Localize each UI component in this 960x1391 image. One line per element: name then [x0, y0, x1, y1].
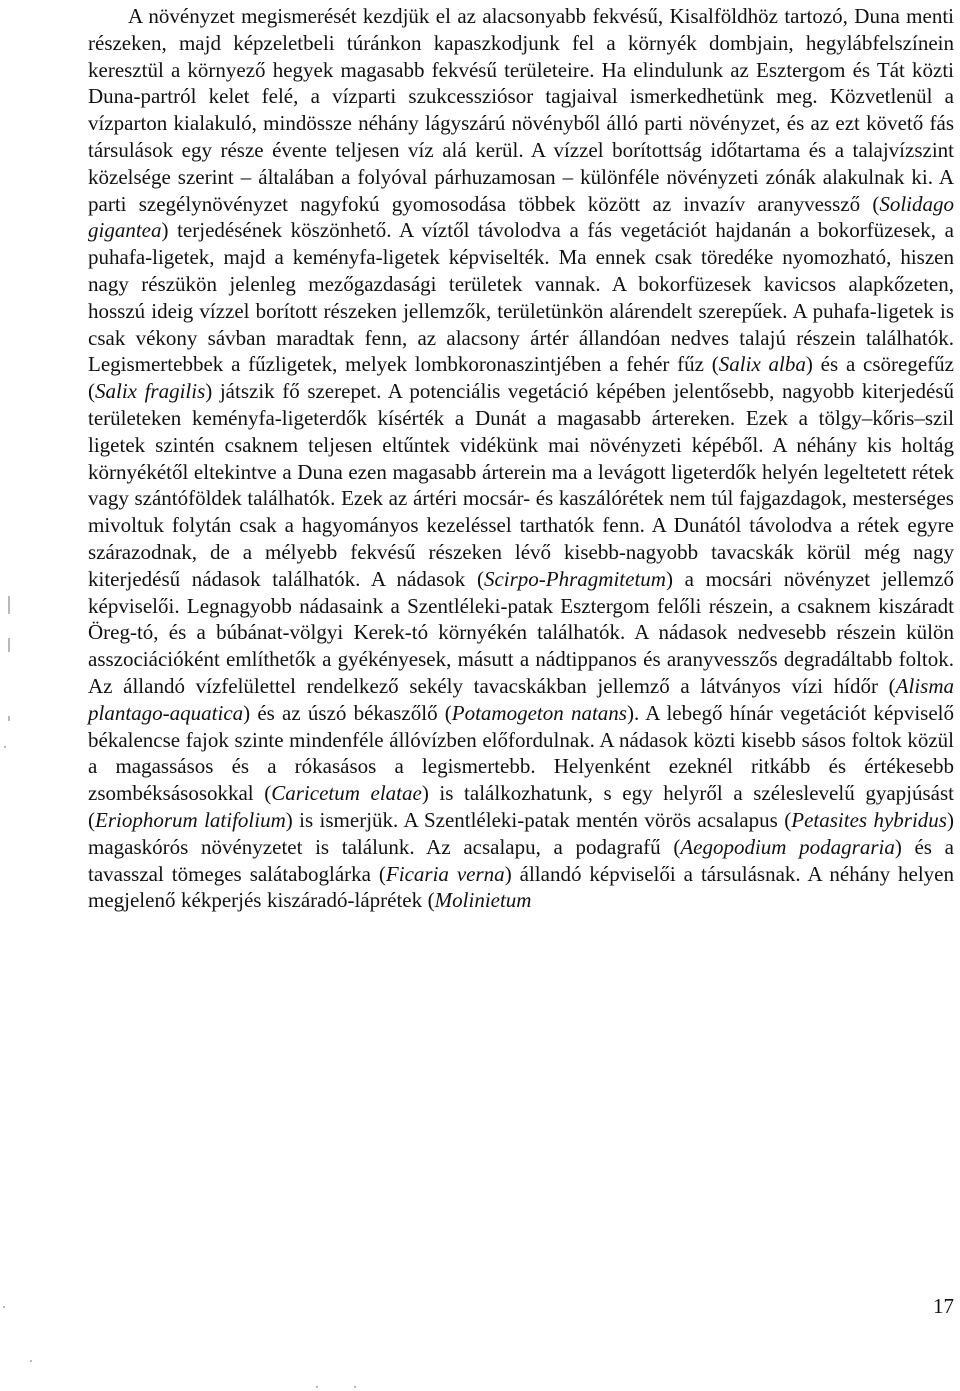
- body-text: ). A lebegő hínár vegetációt képviselő békalencse fajok szinte mindenféle állóvízben előfordulnak. A nádasok közti kisebb sásos foltok közül a magassásos és a rókasásos a legismertebb. Helyenként ezeknél ritkább és értékesebb zsombéksásosokkal (: [88, 700, 954, 806]
- body-text: A növényzet megismerését kezdjük el az alacsonyabb fekvésű, Kisalföldhöz tartozó, Duna menti részeken, majd képzeletbeli túránkon kapaszkodjunk fel a környék dombjain, hegylábfelszínein keresztül a környező hegyek magasabb fekvésű területeire. Ha elindulunk az Esztergom és Tát közti Duna-partról kelet felé, a vízparti szukcessziósor tagjaival ismerkedhetünk meg. Közvetlenül a vízparton kialakuló, mindössze néhány lágyszárú növényből álló parti növényzet, és az ezt követő fás társulások egy része évente teljesen víz alá kerül. A vízzel borítottság időtartama és a talajvízszint közelsége szerint – általában a folyóval párhuzamosan – különféle növényzeti zónák alakulnak ki. A parti szegélynövényzet nagyfokú gyomosodása többek között az invazív aranyvessző (: [88, 4, 954, 216]
- scan-speck: [8, 596, 10, 614]
- body-text: ) játszik fő szerepet. A potenciális vegetáció képében jelentősebb, nagyobb kiterjedésű területeken keményfa-ligeterdők kísérték a Dunát a magasabb ártereken. Ezek a tölgy–kőris–szil ligetek szintén csaknem teljesen eltűntek vidékünk mai növényzeti képéből. A néhány kis holtág környékétől eltekintve a Duna ezen magasabb árterein ma a levágott ligeterdők helyén legeltetett rétek vagy szántóföldek találhatók. Ezek az ártéri mocsár- és kaszálórétek nem túl fajgazdagok, mesterséges mivoltuk folytán csak a hagyományos kezeléssel tarthatók fenn. A Dunától távolodva a rétek egyre szárazodnak, de a mélyebb fekvésű részeken lévő kisebb-nagyobb tavacskák körül még nagy kiterjedésű nádasok találhatók. A nádasok (: [88, 379, 954, 591]
- italic-species-name: Eriophorum latifolium: [95, 807, 286, 832]
- italic-species-name: Molinietum: [434, 888, 532, 913]
- scan-speck: [316, 1386, 318, 1388]
- body-text: ) magaskórós növényzetet is találunk. Az acsalapu, a podagrafű (: [88, 807, 954, 859]
- italic-species-name: Caricetum elatae: [271, 781, 422, 806]
- italic-species-name: Alisma plantago-aquatica: [88, 673, 954, 725]
- body-text: ) és a tavasszal tömeges salátaboglárka (: [88, 834, 954, 886]
- italic-species-name: Petasites hybridus: [791, 807, 947, 832]
- body-text: ) és a csöregefűz (: [88, 352, 954, 404]
- body-text: ) is találkozhatunk, s egy helyről a széleslevelű gyapjúsást (: [88, 781, 954, 832]
- italic-species-name: Ficaria verna: [385, 861, 505, 886]
- body-paragraph: [88, 0, 954, 914]
- scan-speck: [4, 746, 6, 748]
- scan-speck: [8, 638, 10, 652]
- scan-speck: [3, 1306, 5, 1308]
- body-text: ) állandó képviselői a társulásnak. A néhány helyen megjelenő kékperjés kiszáradó-láprétek (: [88, 861, 954, 913]
- body-text: ) is ismerjük. A Szentléleki-patak mentén vörös acsalapus (: [285, 807, 792, 832]
- page-number: 17: [933, 1294, 954, 1318]
- body-text: ) és az úszó békaszőlő (: [243, 700, 452, 725]
- italic-species-name: Salix alba: [718, 352, 806, 377]
- italic-species-name: Scirpo-Phragmitetum: [483, 566, 666, 591]
- italic-species-name: Solidago gigantea: [88, 191, 954, 243]
- italic-species-name: Potamogeton natans: [451, 700, 627, 725]
- italic-species-name: Salix fragilis: [95, 379, 206, 404]
- italic-species-name: Aegopodium podagraria: [680, 834, 895, 859]
- scan-speck: [8, 716, 10, 721]
- scan-speck: [30, 1360, 32, 1362]
- scan-speck: [354, 1386, 356, 1388]
- document-page: [88, 0, 954, 914]
- body-text: ) terjedésének köszönhető. A víztől távolodva a fás vegetációt hajdanán a bokorfüzesek, a puhafa-ligetek, majd a keményfa-ligetek képviselték. Ma ennek csak töredéke nyomozható, hiszen nagy részükön jelenleg mezőgazdasági területek vannak. A bokorfüzesek kavicsos alapkőzeten, hosszú ideig vízzel borított részeken jellemzők, területünkön alárendelt szerepűek. A puhafa-ligetek is csak vékony sávban maradtak fenn, az alacsony ártér állandóan nedves talajú részein találhatók. Legismertebbek a fűzligetek, melyek lombkoronaszintjében a fehér fűz (: [88, 218, 954, 377]
- body-text: ) a mocsári növényzet jellemző képviselői. Legnagyobb nádasaink a Szentléleki-patak Esztergom felőli részein, a csaknem kiszáradt Öreg-tó, és a búbánat-völgyi Kerek-tó környékén találhatók. A nádasok nedvesebb részein külön asszociációként említhetők a gyékényesek, másutt a nádtippanos és aranyvesszős degradáltabb foltok. Az állandó vízfelülettel rendelkező sekély tavacskákban jellemző a látványos vízi hídőr (: [88, 566, 954, 698]
